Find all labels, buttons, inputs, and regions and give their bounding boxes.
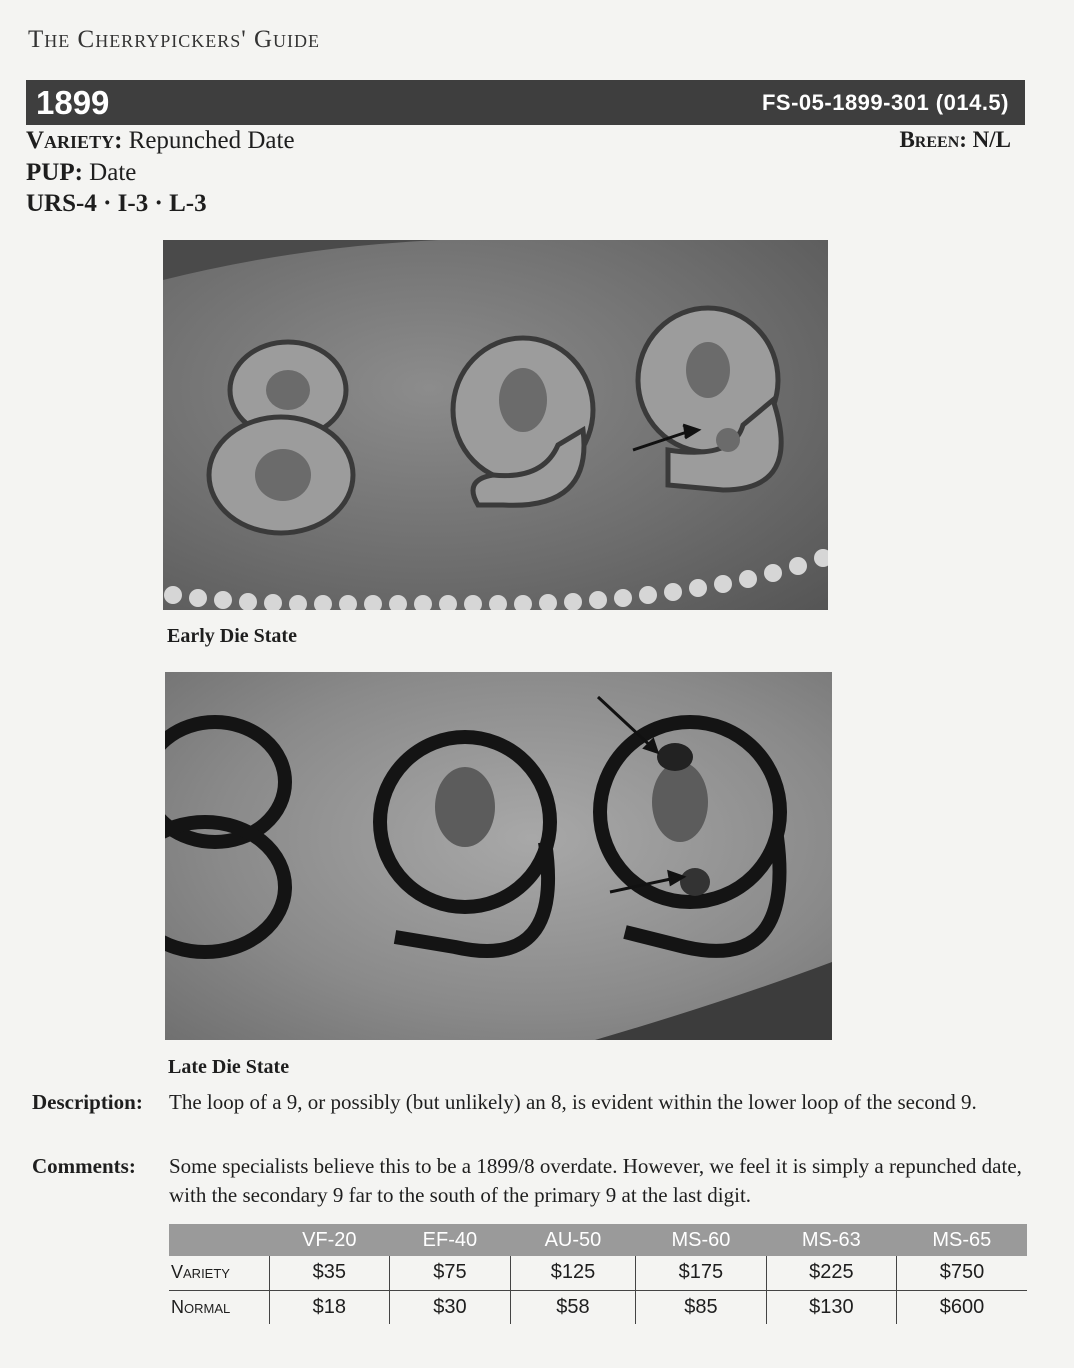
late-die-state-caption: Late Die State [168,1056,290,1078]
grade-header: AU-50 [510,1224,636,1256]
description-label: Description: [32,1090,143,1114]
fs-number: FS-05-1899-301 (014.5) [761,89,1009,115]
price-cell: $125 [510,1256,636,1290]
price-table [169,1224,1027,1324]
grade-header: EF-40 [390,1224,511,1256]
price-cell: $130 [766,1290,896,1324]
early-die-state-image [163,240,828,610]
price-table-corner [169,1224,269,1256]
table-row [169,1256,1027,1290]
description-text: The loop of a 9, or possibly (but unlikely) an 8, is evident within the lower loop of the second 9. [169,1090,977,1114]
grade-header: MS-65 [897,1224,1027,1256]
variety-line [26,127,295,155]
price-cell: $58 [510,1290,636,1324]
price-table-header [169,1224,1027,1256]
book-title: The Cherrypickers' Guide [28,26,321,53]
price-cell: $750 [897,1256,1027,1290]
row-label: Variety [169,1256,269,1290]
price-cell: $85 [636,1290,766,1324]
urs-rating: URS-4 · I-3 · L-3 [26,190,207,217]
price-cell: $600 [897,1290,1027,1324]
comments-label: Comments: [32,1154,136,1178]
pup-line [26,159,136,187]
price-cell: $18 [269,1290,390,1324]
breen-label: Breen: [899,127,967,152]
late-die-state-photo [165,672,832,1040]
variety-label: Variety: [26,127,123,154]
early-die-state-caption: Early Die State [167,625,297,647]
table-row [169,1290,1027,1324]
comments-text: Some specialists believe this to be a 1899/8 overdate. However, we feel it is simply a repunched date, with the secondary 9 far to the south of the primary 9 at the last digit. [169,1154,1022,1207]
pup-value: Date [89,159,137,186]
price-cell: $225 [766,1256,896,1290]
price-cell: $175 [636,1256,766,1290]
date-bar [26,80,1025,125]
variety-year: 1899 [36,83,110,121]
early-die-state-photo [163,240,828,610]
grade-header: VF-20 [269,1224,390,1256]
late-die-state-image [165,672,832,1040]
price-cell: $75 [390,1256,511,1290]
grade-header: MS-63 [766,1224,896,1256]
breen-value: N/L [972,127,1011,152]
price-cell: $35 [269,1256,390,1290]
variety-value: Repunched Date [128,127,295,154]
grade-header: MS-60 [636,1224,766,1256]
price-cell: $30 [390,1290,511,1324]
breen-line [899,127,1011,153]
pup-label: PUP: [26,159,83,186]
row-label: Normal [171,1296,231,1317]
